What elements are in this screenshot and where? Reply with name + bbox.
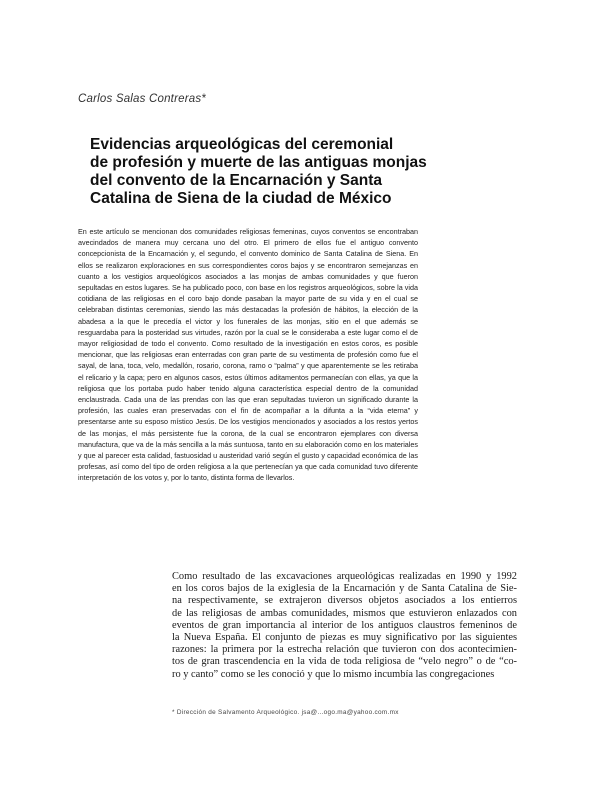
body-line: Como resultado de las excavaciones arqueológicas realizadas en 1990 y 1992 (172, 571, 517, 582)
author-footnote: * Dirección de Salvamento Arqueológico. jsa@...ogo.ma@yahoo.com.mx (172, 709, 399, 716)
body-line: razones: la primera por la estrecha relación que tuvieron con dos acontecimien- (172, 644, 517, 656)
body-paragraph (172, 571, 517, 681)
body-line: en los coros bajos de la exiglesia de la Encarnación y de Santa Catalina de Sie- (172, 583, 517, 595)
body-line: la Nueva España. El conjunto de piezas es muy significativo por las siguientes (172, 632, 517, 644)
body-line: de las religiosas de ambas comunidades, mismos que estuvieron enlazados con (172, 607, 517, 619)
article-title (90, 136, 490, 208)
author-name: Carlos Salas Contreras* (78, 93, 206, 105)
title-line: del convento de la Encarnación y Santa (90, 172, 383, 189)
body-line: eventos de gran importancia al interior de los antiguos claustros femeninos de (172, 619, 517, 631)
title-line: Evidencias arqueológicas del ceremonial (90, 136, 394, 153)
title-line: de profesión y muerte de las antiguas monjas (90, 154, 427, 171)
body-line: tos de gran trascendencia en la vida de toda religiosa de “velo negro” o de “co- (172, 656, 517, 668)
body-line: na respectivamente, se extrajeron diversos objetos asociados a los entierros (172, 595, 517, 607)
title-line: Catalina de Siena de la ciudad de México (90, 190, 392, 207)
body-line: ro y canto” como se les conoció y que lo mismo incumbía las congregaciones (172, 668, 495, 680)
abstract-paragraph: En este artículo se mencionan dos comunidades religiosas femeninas, cuyos conventos se encontraban avecindados de manera muy cercana uno del otro. El primero de ellos fue el antiguo convento concepcionista de la Encarnación y, el segundo, el convento dominico de Santa Catalina de Siena. En ellos se realizaron exploraciones en sus correspondientes coros bajos y se encontraron semejanzas en cuanto a los vestigios arqueológicos asociados a las monjas de ambas comunidades y que fueron sepultadas en estos lugares. Se ha publicado poco, con base en los registros arqueológicos, sobre la vida cotidiana de las religiosas en el coro bajo donde pasaban la mayor parte de su vida y en el cual se celebraban distintas ceremonias, siendo las más destacadas la profesión de hábitos, la elección de la abadesa a la que le precedía el victor y los funerales de las monjas, sitio en el que además se resguardaba para la posteridad sus virtudes, razón por la cual se le consideraba a este lugar como el de mayor religiosidad de todo el convento. Como resultado de la investigación en estos coros, es posible mencionar, que las religiosas eran enterradas con gran parte de su vestimenta de profesión como fue el sayal, de lana, toca, velo, medallón, rosario, corona, ramo o “palma” y que aparentemente se les retiraba el relicario y la capa; pero en algunos casos, estos últimos aditamentos permanecían con ellas, ya que la religiosa que los portaba pudo haber tenido alguna característica especial dentro de la comunidad enclaustrada. Cada una de las prendas con las que eran sepultadas tuvieron un significado durante la profesión, las cuales eran preservadas con el fin de acompañar a la difunta a la “vida eterna” y presentarse ante su esposo místico Jesús. De los vestigios mencionados y asociados a los restos yertos de las monjas, el más persistente fue la corona, de la cual se encontraron ejemplares con diversa manufactura, que va de la más sencilla a la más suntuosa, tanto en su elaboración como en los materiales y que al parecer esta calidad, fastuosidad u austeridad varió según el gusto y capacidad económica de las profesas, así como del tipo de orden religiosa a la que pertenecían ya que cada comunidad tuvo diferente interpretación de los votos y, por lo tanto, distinta forma de llevarlos. (78, 227, 418, 483)
